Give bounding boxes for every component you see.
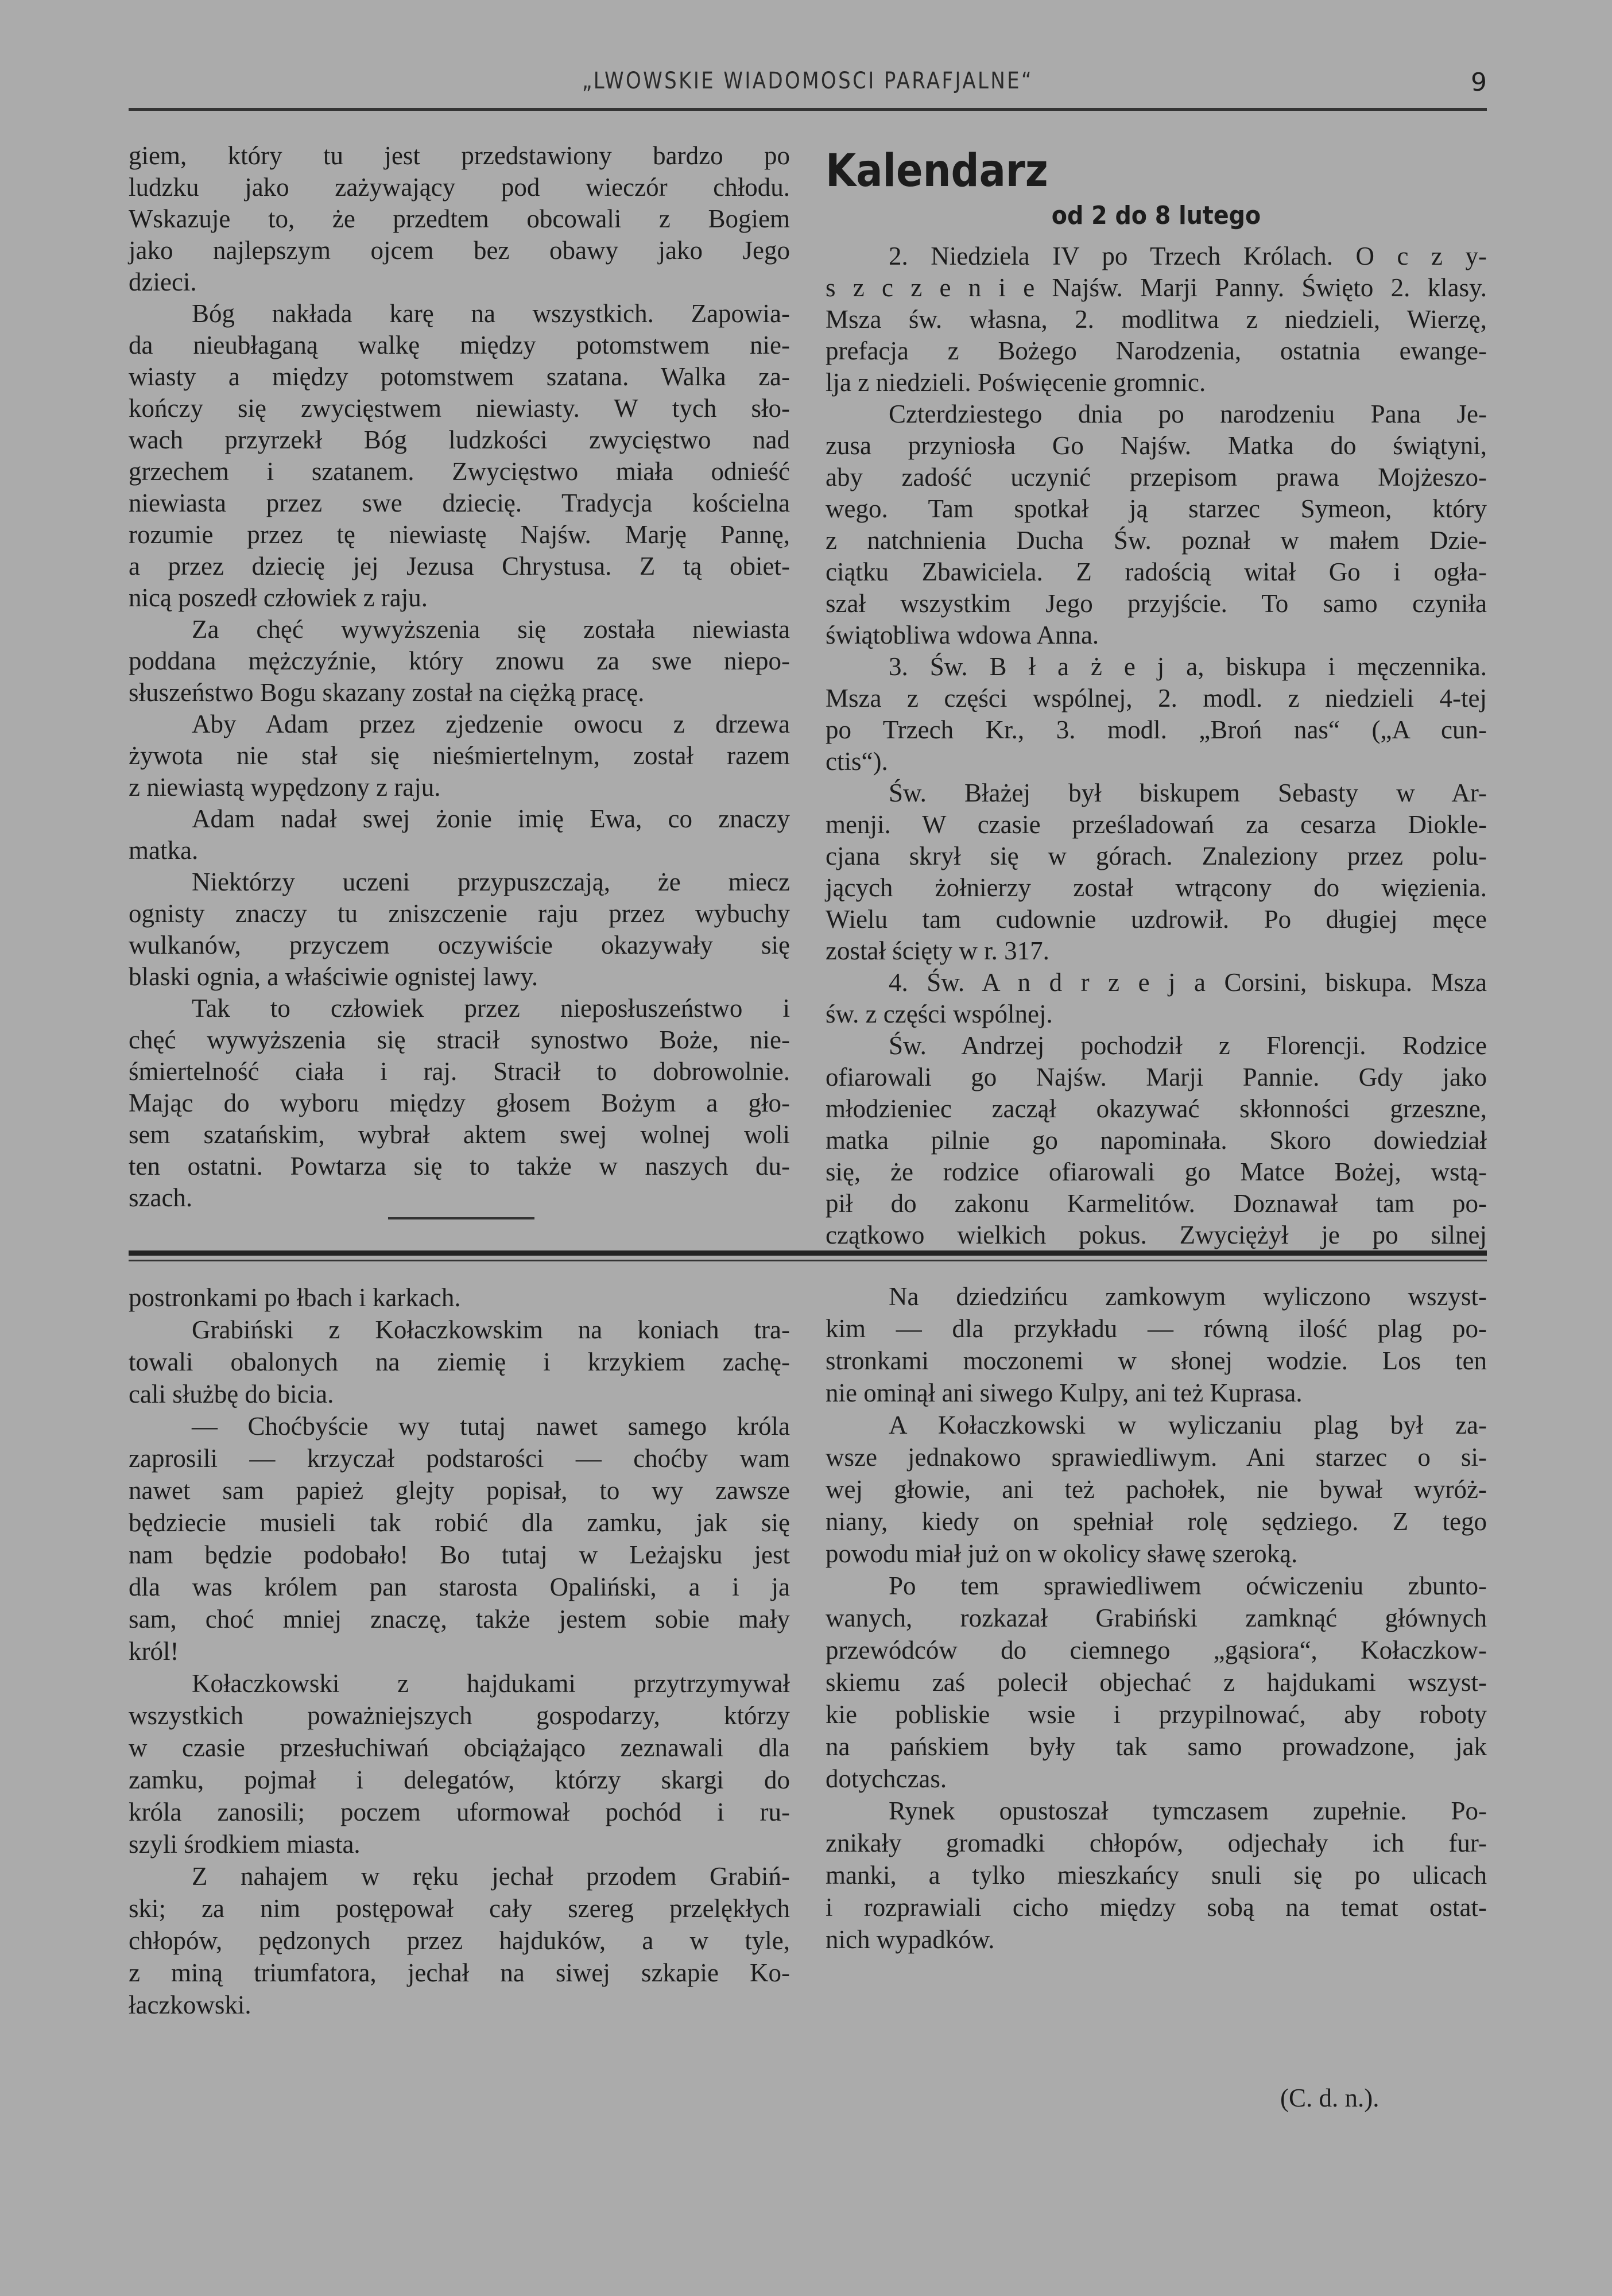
text-line: niewiasta przez swe dziecię. Tradycja kościelna [129, 489, 790, 517]
paragraph [826, 967, 1487, 1030]
text-line: ofiarowali go Najśw. Marji Pannie. Gdy jako [826, 1063, 1487, 1091]
text-line: Kołaczkowski z hajdukami przytrzymywał [192, 1669, 790, 1698]
text-line: powodu miał już on w okolicy sławę szeroką. [826, 1539, 1298, 1568]
paragraph [826, 398, 1487, 651]
text-line: jących żołnierzy został wtrącony do więzienia. [826, 873, 1487, 902]
text-line: wszystkich poważniejszych gospodarzy, którzy [129, 1701, 790, 1730]
paragraph [826, 241, 1487, 398]
text-line: Św. Andrzej pochodził z Florencji. Rodzice [889, 1031, 1487, 1060]
text-line: młodzieniec zaczął okazywać skłonności grzeszne, [826, 1094, 1487, 1123]
paragraph [826, 777, 1487, 967]
text-line: ciątku Zbawiciela. Z radością witał Go i ogła- [826, 557, 1487, 586]
text-line: zaprosili — krzyczał podstarości — choćby wam [129, 1444, 790, 1473]
paragraph [129, 708, 790, 803]
text-line: matka pilnie go napominała. Skoro dowiedział [826, 1126, 1487, 1155]
text-line: a przez dziecię jej Jezusa Chrystusa. Z tą obiet- [129, 552, 790, 580]
text-line: św. z części wspólnej. [826, 1000, 1053, 1028]
text-line: prefacja z Bożego Narodzenia, ostatnia ewange- [826, 336, 1487, 365]
text-line: śmiertelność ciała i raj. Stracił to dobrowolnie. [129, 1057, 790, 1086]
paragraph [826, 1409, 1487, 1570]
text-line: z miną triumfatora, jechał na siwej szkapie Ko- [129, 1958, 790, 1987]
paragraph [129, 993, 790, 1214]
text-line: ten ostatni. Powtarza się to także w naszych du- [129, 1152, 790, 1180]
page-number: 9 [1471, 68, 1487, 97]
story-column-right [826, 1280, 1487, 1956]
text-line: kim — dla przykładu — równą ilość plag po- [826, 1314, 1487, 1343]
text-line: grzechem i szatanem. Zwycięstwo miała odnieść [129, 457, 790, 486]
story-column-left [129, 1281, 790, 2021]
section-divider-thin [129, 1260, 1487, 1261]
text-line: jako najlepszym ojcem bez obawy jako Jego [129, 236, 790, 265]
text-line: chęć wywyższenia się stracił synostwo Boże, nie- [129, 1025, 790, 1054]
paragraph [129, 1281, 790, 1314]
text-line: Na dziedzińcu zamkowym wyliczono wszyst- [889, 1282, 1487, 1311]
paragraph [129, 1667, 790, 1860]
text-line: s z c z e n i e Najśw. Marji Panny. Święto 2. klasy. [826, 273, 1487, 302]
text-line: nawet sam papież glejty popisał, to wy zawsze [129, 1476, 790, 1505]
text-line: pił do zakonu Karmelitów. Doznawał tam po- [826, 1189, 1487, 1218]
text-line: zamku, pojmał i delegatów, którzy skargi do [129, 1765, 790, 1794]
text-line: dotychczas. [826, 1764, 947, 1793]
text-line: znikały gromadki chłopów, odjechały ich fur- [826, 1829, 1487, 1857]
text-line: menji. W czasie prześladowań za cesarza Diokle- [826, 810, 1487, 839]
text-line: rozumie przez tę niewiastę Najśw. Marję Pannę, [129, 520, 790, 549]
text-line: chłopów, pędzonych przez hajduków, a w tyle, [129, 1926, 790, 1955]
text-line: Grabiński z Kołaczkowskim na koniach tra- [192, 1315, 790, 1344]
text-line: sem szatańskim, wybrał aktem swej wolnej woli [129, 1120, 790, 1149]
header-rule [129, 108, 1487, 111]
text-line: w czasie przesłuchiwań obciążająco zeznawali dla [129, 1733, 790, 1762]
text-line: Św. Błażej był biskupem Sebasty w Ar- [889, 779, 1487, 807]
text-line: Aby Adam przez zjedzenie owocu z drzewa [192, 710, 790, 738]
text-line: Niektórzy uczeni przypuszczają, że miecz [192, 868, 790, 896]
paragraph [129, 140, 790, 298]
text-line: wach przyrzekł Bóg ludzkości zwycięstwo nad [129, 425, 790, 454]
paragraph [129, 803, 790, 866]
text-line: przewódców do ciemnego „gąsiora“, Kołaczkow- [826, 1636, 1487, 1664]
to-be-continued-note: (C. d. n.). [1280, 2084, 1380, 2112]
text-line: nich wypadków. [826, 1925, 995, 1954]
journal-title: „LWOWSKIE WIADOMOSCI PARAFJALNE“ [582, 68, 1034, 94]
text-line: Msza św. własna, 2. modlitwa z niedzieli, Wierzę, [826, 305, 1487, 334]
text-line: ctis“). [826, 747, 888, 776]
text-line: Tak to człowiek przez nieposłuszeństwo i [192, 994, 790, 1023]
text-line: 4. Św. A n d r z e j a Corsini, biskupa. Msza [889, 968, 1487, 997]
text-line: sam, choć mniej znaczę, także jestem sobie mały [129, 1605, 790, 1633]
paragraph [826, 1280, 1487, 1409]
text-line: Wskazuje to, że przedtem obcowali z Bogiem [129, 204, 790, 233]
paragraph [129, 1860, 790, 2021]
text-line: wej głowie, ani też pachołek, nie bywał wyróż- [826, 1475, 1487, 1504]
text-line: został ścięty w r. 317. [826, 936, 1049, 965]
text-line: Rynek opustoszał tymczasem zupełnie. Po- [889, 1796, 1487, 1825]
calendar-body [826, 241, 1487, 1251]
text-line: zusa przyniosła Go Najśw. Matka do świątyni, [826, 431, 1487, 460]
text-line: aby zadość uczynić przepisom prawa Mojżeszo- [826, 463, 1487, 491]
text-line: króla zanosili; poczem uformował pochód i ru- [129, 1798, 790, 1826]
text-line: Za chęć wywyższenia się została niewiasta [192, 615, 790, 644]
text-line: nicą poszedł człowiek z raju. [129, 583, 428, 612]
paragraph [129, 614, 790, 708]
text-line: na pańskiem były tak samo prowadzone, jak [826, 1732, 1487, 1761]
text-line: kończy się zwycięstwem niewiasty. W tych sło- [129, 394, 790, 423]
text-line: świątobliwa wdowa Anna. [826, 621, 1099, 649]
paragraph [826, 1570, 1487, 1795]
text-line: poddana mężczyźnie, który znowu za swe niepo- [129, 646, 790, 675]
text-line: Czterdziestego dnia po narodzeniu Pana Je- [889, 400, 1487, 428]
text-line: Wielu tam cudownie uzdrowił. Po długiej męce [826, 905, 1487, 934]
text-line: dzieci. [129, 268, 197, 296]
text-line: giem, który tu jest przedstawiony bardzo po [129, 141, 790, 170]
paragraph [129, 298, 790, 614]
text-line: skiemu zaś polecił objechać z hajdukami wszyst- [826, 1668, 1487, 1697]
text-line: po Trzech Kr., 3. modl. „Broń nas“ („A cun- [826, 715, 1487, 744]
article-column-top-left [129, 140, 790, 1214]
paragraph [129, 1410, 790, 1667]
calendar-subtitle: od 2 do 8 lutego [1051, 201, 1261, 230]
text-line: blaski ognia, a właściwie ognistej lawy. [129, 962, 538, 991]
text-line: i rozprawiali cicho między sobą na temat ostat- [826, 1893, 1487, 1922]
paragraph [129, 1314, 790, 1410]
text-line: czątkowo wielkich pokus. Zwyciężył je po silnej [826, 1221, 1487, 1249]
text-line: wsze jednakowo sprawiedliwym. Ani starzec o si- [826, 1443, 1487, 1472]
text-line: z natchnienia Ducha Św. poznał w małem Dzie- [826, 526, 1487, 555]
text-line: dla was królem pan starosta Opaliński, a i ja [129, 1573, 790, 1601]
text-line: wego. Tam spotkał ją starzec Symeon, który [826, 494, 1487, 523]
text-line: — Choćbyście wy tutaj nawet samego króla [192, 1412, 790, 1441]
text-line: kie pobliskie wsie i przypilnować, aby roboty [826, 1700, 1487, 1729]
text-line: Bóg nakłada karę na wszystkich. Zapowia- [192, 299, 790, 328]
text-line: 3. Św. B ł a ż e j a, biskupa i męczennika. [889, 652, 1487, 681]
text-line: stronkami moczonemi w słonej wodzie. Los ten [826, 1346, 1487, 1375]
text-line: Adam nadał swej żonie imię Ewa, co znaczy [192, 804, 790, 833]
text-line: ognisty znaczy tu zniszczenie raju przez wybuchy [129, 899, 790, 928]
text-line: postronkami po łbach i karkach. [129, 1283, 461, 1312]
text-line: cali służbę do bicia. [129, 1380, 334, 1408]
text-line: 2. Niedziela IV po Trzech Królach. O c z y- [889, 242, 1487, 270]
text-line: nam będzie podobało! Bo tutaj w Leżajsku jest [129, 1540, 790, 1569]
calendar-column [826, 146, 1487, 1251]
text-line: Mając do wyboru między głosem Bożym a gło- [129, 1089, 790, 1117]
text-line: szach. [129, 1183, 193, 1212]
text-line: manki, a tylko mieszkańcy snuli się po ulicach [826, 1861, 1487, 1890]
text-line: da nieubłaganą walkę między potomstwem nie- [129, 331, 790, 359]
text-line: lja z niedzieli. Poświęcenie gromnic. [826, 368, 1206, 397]
paragraph [826, 1795, 1487, 1956]
text-line: cjana skrył się w górach. Znaleziony przez polu- [826, 842, 1487, 870]
text-line: Po tem sprawiedliwem oćwiczeniu zbunto- [889, 1571, 1487, 1600]
text-line: towali obalonych na ziemię i krzykiem zachę- [129, 1348, 790, 1376]
text-line: matka. [129, 836, 199, 865]
article-end-dash [388, 1217, 534, 1219]
text-line: żywota nie stał się nieśmiertelnym, został razem [129, 741, 790, 770]
text-line: będziecie musieli tak robić dla zamku, jak się [129, 1508, 790, 1537]
paragraph [129, 866, 790, 993]
text-line: wanych, rozkazał Grabiński zamknąć głównych [826, 1604, 1487, 1632]
text-line: król! [129, 1637, 179, 1666]
paragraph [826, 1030, 1487, 1251]
paragraph [826, 651, 1487, 777]
text-line: A Kołaczkowski w wyliczaniu plag był za- [889, 1411, 1487, 1439]
text-line: Z nahajem w ręku jechał przodem Grabiń- [192, 1862, 790, 1891]
text-line: ludzku jako zażywający pod wieczór chłodu. [129, 173, 790, 202]
text-line: wulkanów, przyczem oczywiście okazywały się [129, 931, 790, 959]
text-line: nie ominął ani siwego Kulpy, ani też Kuprasa. [826, 1379, 1303, 1407]
text-line: słuszeństwo Bogu skazany został na ciężką pracę. [129, 678, 645, 707]
text-line: się, że rodzice ofiarowali go Matce Bożej, wstą- [826, 1157, 1487, 1186]
text-line: Msza z części wspólnej, 2. modl. z niedzieli 4-tej [826, 684, 1487, 713]
section-divider-thick [129, 1250, 1487, 1256]
text-line: wiasty a między potomstwem szatana. Walka za- [129, 362, 790, 391]
text-line: niany, kiedy on spełniał rolę sędziego. Z tego [826, 1507, 1487, 1536]
text-line: łaczkowski. [129, 1991, 251, 2019]
text-line: szyli środkiem miasta. [129, 1830, 361, 1859]
text-line: ski; za nim postępował cały szereg przelękłych [129, 1894, 790, 1923]
text-line: szał wszystkim Jego przyjście. To samo czyniła [826, 589, 1487, 618]
text-line: z niewiastą wypędzony z raju. [129, 773, 441, 802]
running-header [129, 68, 1487, 102]
calendar-title: Kalendarz [826, 145, 1048, 197]
